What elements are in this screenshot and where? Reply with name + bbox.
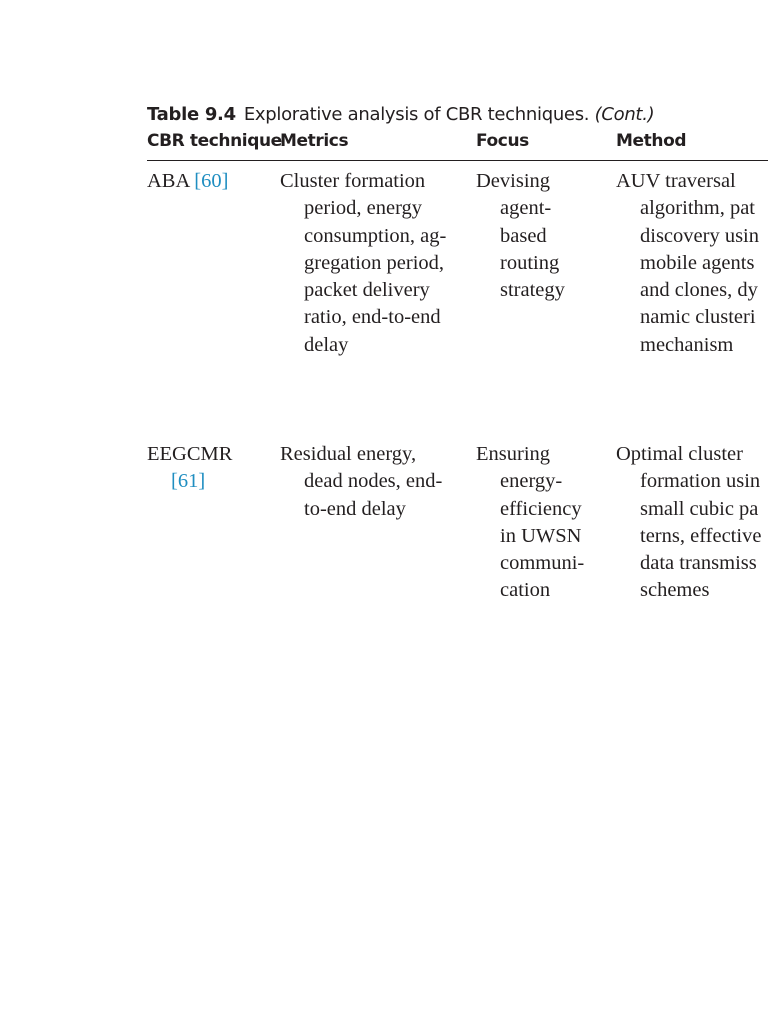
row-aba-focus xyxy=(476,168,565,304)
focus-line: agent- xyxy=(500,197,552,220)
method-line: mobile agents xyxy=(640,251,755,274)
method-line: small cubic pa xyxy=(640,497,759,520)
metrics-line: delay xyxy=(304,333,349,356)
header-cbr-technique: CBR technique xyxy=(147,131,282,151)
table-header-row xyxy=(0,131,768,155)
header-metrics: Metrics xyxy=(280,131,349,151)
method-line: namic clusteri xyxy=(640,306,756,329)
row-aba-metrics xyxy=(280,168,446,359)
method-line: discovery usin xyxy=(640,224,759,247)
metrics-line: ratio, end-to-end xyxy=(304,306,441,329)
metrics-line: to-end delay xyxy=(304,497,406,520)
technique-name: EEGCMR xyxy=(147,443,233,465)
method-line: schemes xyxy=(640,579,710,602)
metrics-line: gregation period, xyxy=(304,251,445,274)
technique-name: ABA xyxy=(147,170,190,192)
focus-line: cation xyxy=(500,579,551,602)
method-line: AUV traversal xyxy=(616,170,736,192)
table-continued: (Cont.) xyxy=(594,104,655,125)
metrics-line: consumption, ag- xyxy=(304,224,447,247)
focus-line: Devising xyxy=(476,170,551,192)
method-line: formation usin xyxy=(640,470,761,493)
focus-line: efficiency xyxy=(500,497,582,520)
header-method: Method xyxy=(616,131,687,151)
method-line: mechanism xyxy=(640,333,734,356)
focus-line: based xyxy=(500,224,547,247)
focus-line: communi- xyxy=(500,552,585,575)
row-eegcmr-focus xyxy=(476,441,584,605)
row-aba-technique xyxy=(147,168,228,195)
row-aba-method xyxy=(616,168,759,359)
table-title: Explorative analysis of CBR techniques. xyxy=(243,104,590,125)
method-line: data transmiss xyxy=(640,552,757,575)
header-focus: Focus xyxy=(476,131,529,151)
citation-link[interactable]: [61] xyxy=(171,470,206,493)
row-eegcmr-technique xyxy=(147,441,232,496)
method-line: and clones, dy xyxy=(640,279,758,302)
citation-link[interactable]: [60] xyxy=(194,170,229,192)
row-eegcmr-method xyxy=(616,441,761,605)
focus-line: routing xyxy=(500,251,560,274)
focus-line: Ensuring xyxy=(476,443,551,465)
table-label: Table 9.4 xyxy=(147,104,236,125)
metrics-line: Cluster formation xyxy=(280,170,426,192)
focus-line: strategy xyxy=(500,279,565,302)
method-line: algorithm, pat xyxy=(640,197,756,220)
metrics-line: dead nodes, end- xyxy=(304,470,443,493)
focus-line: energy- xyxy=(500,470,563,493)
metrics-line: packet delivery xyxy=(304,279,430,302)
row-eegcmr-metrics xyxy=(280,441,442,523)
table-caption xyxy=(147,104,654,125)
method-line: Optimal cluster xyxy=(616,443,743,465)
metrics-line: Residual energy, xyxy=(280,443,417,465)
focus-line: in UWSN xyxy=(500,524,582,547)
method-line: terns, effective xyxy=(640,524,762,547)
header-rule xyxy=(147,160,768,161)
metrics-line: period, energy xyxy=(304,197,423,220)
